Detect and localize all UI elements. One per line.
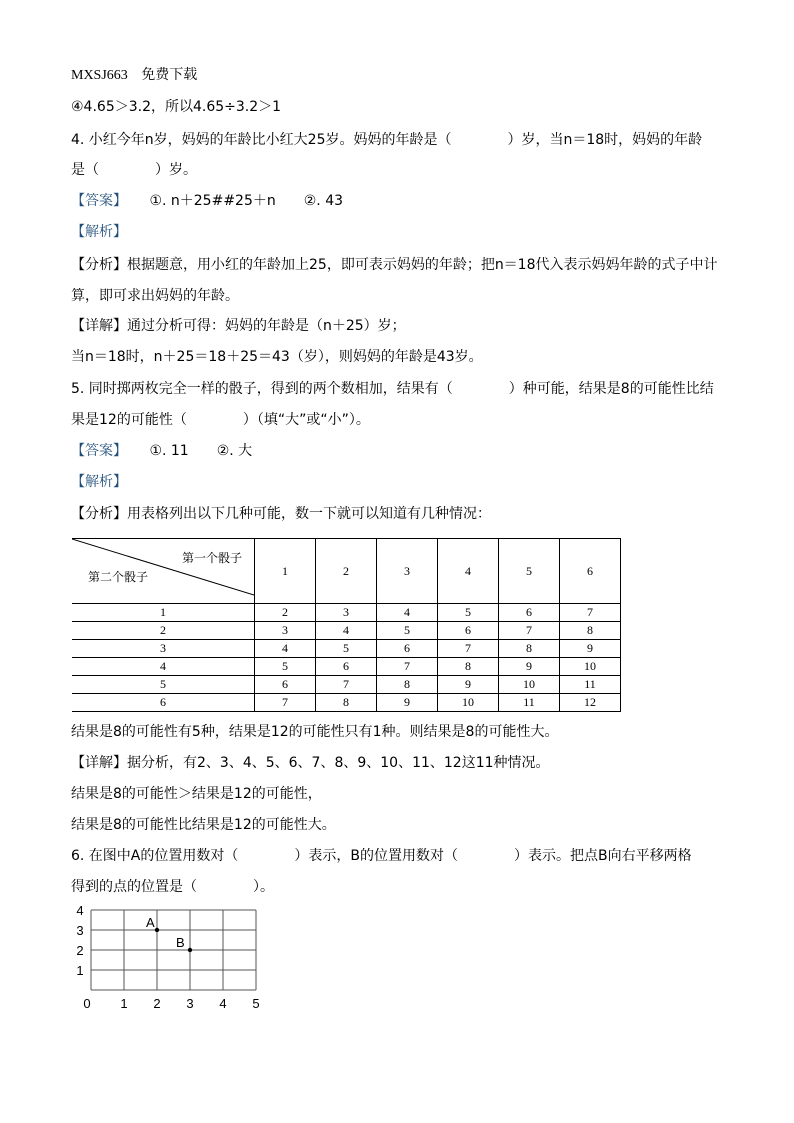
point-b-dot [188,948,192,952]
q6-stem-line2: 得到的点的位置是（ ）。 [71,879,274,895]
diagonal-header-cell [72,539,255,604]
q5-stem-line2: 果是12的可能性（ ）（填“大”或“小”）。 [71,412,370,428]
q5-answer: ①. 11 ②. 大 [149,443,253,459]
q5-answer-row [71,441,252,461]
table-row [72,640,621,658]
dice-sum-table [72,538,621,712]
table-header-row [72,539,621,604]
table-cell: 10 [560,658,621,676]
q5-fenxi-text: 用表格列出以下几种可能，数一下就可以知道有几种情况： [127,506,491,522]
answer-label: 【答案】 [71,193,127,209]
table-cell: 9 [560,640,621,658]
fenxi-label: 【分析】 [71,257,127,273]
q5-detail-text1: 据分析，有2、3、4、5、6、7、8、9、10、11、12这11种情况。 [127,755,550,771]
table-cell: 8 [377,676,438,694]
detail-label: 【详解】 [71,755,127,771]
header-free-download: 免费下载 [141,68,198,83]
q5-detail-line3: 结果是8的可能性比结果是12的可能性大。 [71,817,336,833]
q6-stem-line1: 6. 在图中A的位置用数对（ ）表示，B的位置用数对（ ）表示。把点B向右平移两格 [71,848,692,864]
q5-detail-line2: 结果是8的可能性＞结果是12的可能性， [71,786,322,802]
q4-fenxi-line1 [71,255,718,275]
q5-conclusion: 结果是8的可能性有5种，结果是12的可能性只有1种。则结果是8的可能性大。 [71,724,559,740]
point-b-label: B [176,935,185,950]
q4-fenxi-line2: 算，即可求出妈妈的年龄。 [71,288,239,304]
table-cell: 9 [438,676,499,694]
table-cell: 4 [255,640,316,658]
header-code: MXSJ663 [71,68,128,83]
column-header: 3 [377,539,438,604]
column-header: 4 [438,539,499,604]
table-row [72,622,621,640]
q4-analysis-label: 【解析】 [71,224,127,240]
table-cell: 8 [438,658,499,676]
header-first-die: 第一个骰子 [181,551,242,565]
q4-fenxi-text1: 根据题意，用小红的年龄加上25，即可表示妈妈的年龄；把n＝18代入表示妈妈年龄的式子中计 [127,257,718,273]
row-header: 6 [72,694,255,712]
q4-stem-line2: 是（ ）岁。 [71,162,197,178]
q5-analysis-label: 【解析】 [71,474,127,490]
table-row [72,676,621,694]
table-cell: 9 [377,694,438,712]
coordinate-grid [70,900,270,1015]
table-cell: 5 [255,658,316,676]
table-cell: 11 [499,694,560,712]
row-header: 4 [72,658,255,676]
q5-detail-line1 [71,753,550,773]
table-cell: 3 [316,604,377,622]
table-row [72,604,621,622]
y-tick-label: 1 [76,963,84,978]
y-tick-label: 3 [76,923,84,938]
row-header: 5 [72,676,255,694]
point-a-label: A [146,915,155,930]
table-cell: 7 [560,604,621,622]
grid-lines [91,910,256,990]
table-cell: 5 [377,622,438,640]
column-header: 5 [499,539,560,604]
q4-detail-text1: 通过分析可得：妈妈的年龄是（n＋25）岁； [127,318,406,334]
y-tick-label: 2 [76,943,84,958]
table-cell: 10 [438,694,499,712]
q4-answer-row [71,191,343,211]
q5-stem-line1: 5. 同时掷两枚完全一样的骰子，得到的两个数相加，结果有（ ）种可能，结果是8的可能性比结 [71,381,714,397]
column-header: 2 [316,539,377,604]
table-cell: 2 [255,604,316,622]
table-cell: 12 [560,694,621,712]
x-tick-label: 1 [120,996,128,1011]
table-cell: 7 [255,694,316,712]
table-cell: 9 [499,658,560,676]
table-cell: 3 [255,622,316,640]
table-cell: 8 [560,622,621,640]
table-cell: 7 [377,658,438,676]
table-cell: 7 [316,676,377,694]
column-header: 6 [560,539,621,604]
answer-label: 【答案】 [71,443,127,459]
row-header: 2 [72,622,255,640]
table-cell: 6 [377,640,438,658]
prev-item-line: ④4.65＞3.2，所以4.65÷3.2＞1 [71,99,282,115]
x-tick-label: 2 [153,996,161,1011]
table-cell: 11 [560,676,621,694]
x-tick-label: 3 [186,996,194,1011]
point-a-dot [155,928,159,932]
x-tick-label: 4 [219,996,227,1011]
q4-answer: ①. n＋25##25＋n ②. 43 [149,193,344,209]
q5-fenxi-line [71,504,491,524]
table-cell: 5 [438,604,499,622]
header-second-die: 第二个骰子 [88,570,149,584]
y-tick-label: 4 [76,903,84,918]
q4-detail-line2: 当n＝18时，n＋25＝18＋25＝43（岁），则妈妈的年龄是43岁。 [71,349,483,365]
row-header: 1 [72,604,255,622]
column-header: 1 [255,539,316,604]
table-row [72,694,621,712]
detail-label: 【详解】 [71,318,127,334]
row-header: 3 [72,640,255,658]
table-cell: 4 [316,622,377,640]
q4-detail-line1 [71,316,406,336]
fenxi-label: 【分析】 [71,506,127,522]
table-cell: 5 [316,640,377,658]
table-cell: 7 [499,622,560,640]
x-tick-label: 0 [83,996,91,1011]
table-cell: 8 [316,694,377,712]
x-tick-label: 5 [252,996,260,1011]
table-cell: 10 [499,676,560,694]
table-cell: 6 [499,604,560,622]
table-cell: 6 [438,622,499,640]
table-row [72,658,621,676]
page-header [71,66,197,86]
table-cell: 7 [438,640,499,658]
table-cell: 8 [499,640,560,658]
table-cell: 6 [316,658,377,676]
q4-stem-line1: 4. 小红今年n岁，妈妈的年龄比小红大25岁。妈妈的年龄是（ ）岁，当n＝18时，妈妈的年龄 [71,132,703,148]
table-cell: 6 [255,676,316,694]
table-cell: 4 [377,604,438,622]
